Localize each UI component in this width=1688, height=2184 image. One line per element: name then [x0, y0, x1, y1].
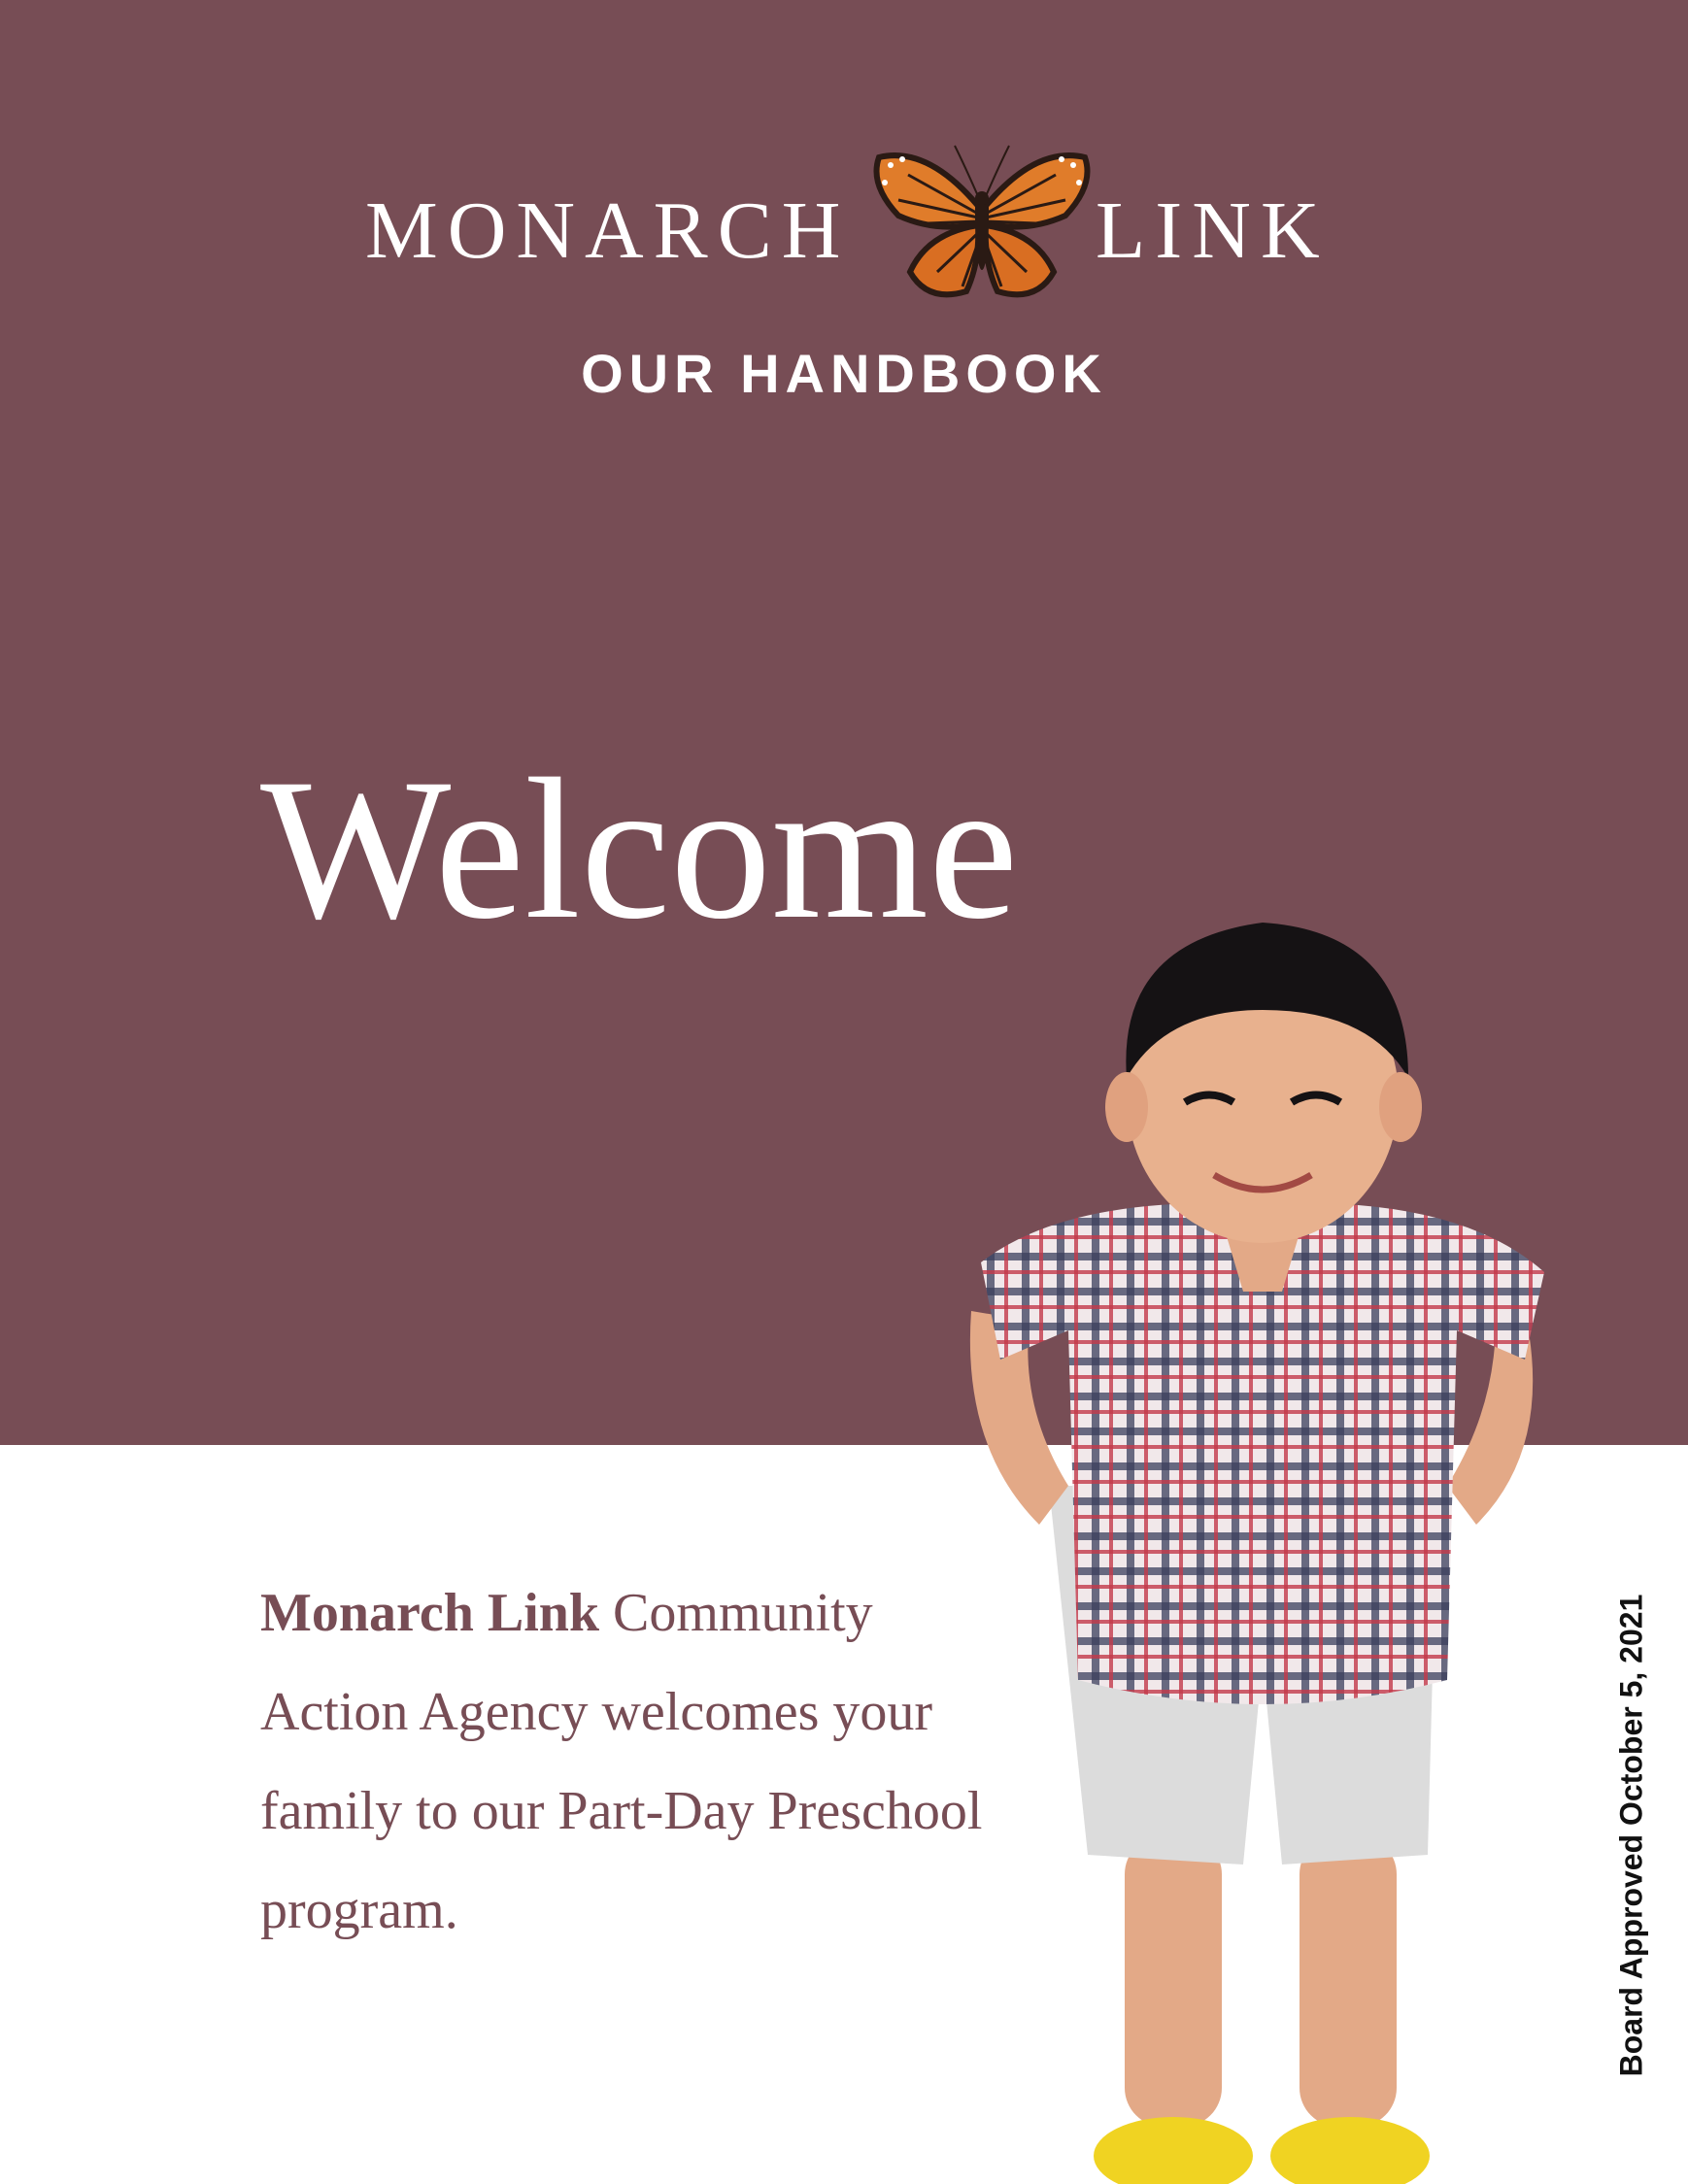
welcome-heading: Welcome	[260, 737, 1019, 960]
intro-paragraph	[260, 1563, 998, 1960]
smiling-boy-plaid-shirt-photo	[952, 903, 1573, 2184]
approval-note	[1603, 1583, 1661, 2088]
intro-text: Community Action Agency welcomes your family to our Part-Day Preschool program.	[260, 1583, 983, 1940]
handbook-title: OUR HANDBOOK	[581, 343, 1107, 404]
brand-logo	[0, 136, 1688, 311]
monarch-butterfly-icon	[869, 136, 1095, 306]
approval-note-text: Board Approved October 5, 2021	[1613, 1594, 1649, 2077]
brand-name-right: LINK	[1096, 185, 1330, 276]
org-name: Monarch Link	[260, 1583, 600, 1643]
brand-name-left: MONARCH	[365, 185, 851, 276]
